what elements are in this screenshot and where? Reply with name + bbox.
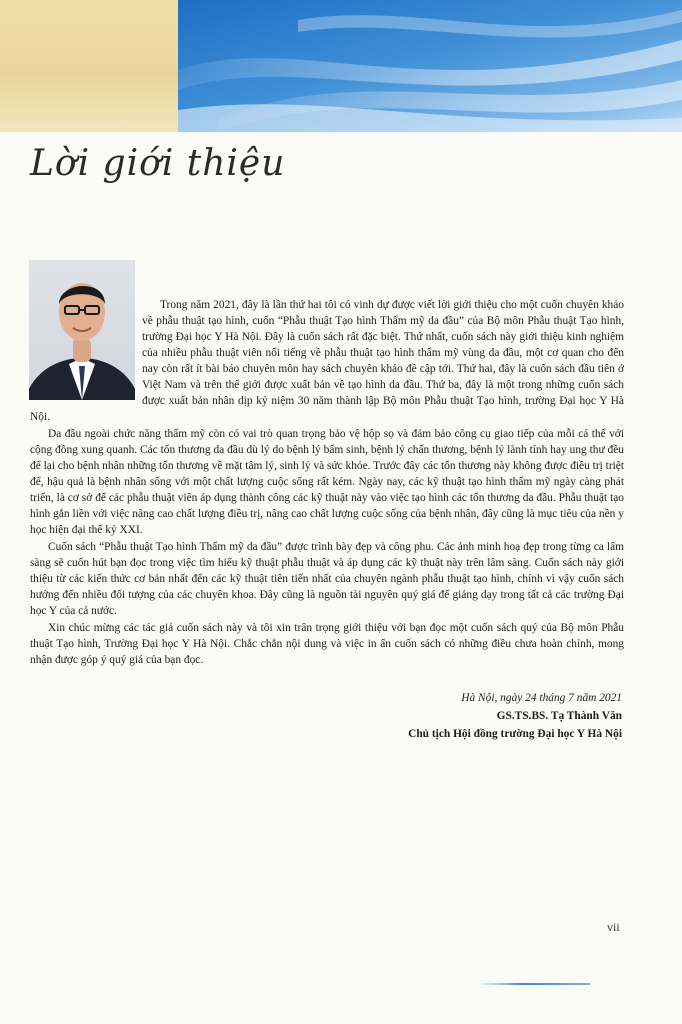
header-banner <box>0 0 682 132</box>
signature-role: Chủ tịch Hội đồng trường Đại học Y Hà Nội <box>408 728 622 740</box>
page-title: Lời giới thiệu <box>30 143 286 184</box>
signature-block <box>408 689 622 743</box>
page-number: vii <box>607 920 620 934</box>
paragraph-4: Xin chúc mừng các tác giả cuốn sách này và tôi xin trân trọng giới thiệu với bạn đọc một cuốn sách quý của Bộ môn Phẫu thuật Tạo hình, Trường Đại học Y Hà Nội. Chắc chắn nội dung và việc in ấn cuốn sách có những điều chưa hoàn chỉnh, mong nhận được góp ý quý giá của bạn đọc. <box>30 622 624 666</box>
banner-gold-panel <box>0 0 178 132</box>
footer-accent-line <box>478 983 590 985</box>
paragraph-3: Cuốn sách “Phẫu thuật Tạo hình Thẩm mỹ da đầu” được trình bày đẹp và công phu. Các ảnh minh hoạ đẹp trong từng ca lâm sàng sẽ cuốn hút bạn đọc trong việc tìm hiểu kỹ thuật phẫu thuật và áp dụng các kỹ thuật này trên lâm sàng. Cuốn sách này giới thiệu từ các kiến thức cơ bản nhất đến các kỹ thuật tiên tiến nhất của chuyên ngành phẫu thuật tạo hình, chính vì vậy cuốn sách hướng đến nhiều đối tượng của các chuyên khoa. Đây cũng là nguồn tài nguyên quý giá để giảng dạy trong tất cả các trường Đại học Y của cả nước. <box>30 541 624 617</box>
paragraph-1: Trong năm 2021, đây là lần thứ hai tôi có vinh dự được viết lời giới thiệu cho một cuốn chuyên khảo về phẫu thuật tạo hình, cuốn “Phẫu thuật Tạo hình Thẩm mỹ da đầu” của Bộ môn Phẫu thuật Tạo hình, trường Đại học Y Hà Nội. Đây là cuốn sách rất đặc biệt. Thứ nhất, cuốn sách này giới thiệu kinh nghiệm của nhiều phẫu thuật viên nổi tiếng về phẫu thuật tạo hình thẩm mỹ vùng da đầu, một cơ quan cho đến nay còn rất ít bài báo chuyên môn hay sách chuyên khảo đề cập tới. Thứ hai, đây là cuốn sách đầu tiên ở Việt Nam và trên thế giới được xuất bản về tạo hình da đầu. Thứ ba, đây là một trong những cuốn sách được xuất bản nhân dịp kỷ niệm 30 năm thành lập Bộ môn Phẫu thuật Tạo hình, trường Đại học Y Hà Nội. <box>30 299 624 423</box>
signature-name: GS.TS.BS. Tạ Thành Văn <box>496 710 622 722</box>
paragraph-2: Da đầu ngoài chức năng thẩm mỹ còn có vai trò quan trọng bảo vệ hộp sọ và đảm bảo công cụ giao tiếp của mỗi cá thể với cộng đồng xung quanh. Các tổn thương da đầu dù lý do bệnh lý bẩm sinh, bệnh lý chấn thương, bệnh lý lành tính hay ung thư đều để lại cho bệnh nhân những tổn thương về mặt tâm lý, sinh lý và sức khỏe. Trước đây các tổn thương này không được điều trị triệt để, hậu quả là bệnh nhân sống với một chất lượng cuộc sống rất kém. Ngày nay, các kỹ thuật tạo hình thẩm mỹ ngày càng phát triển, là cơ sở để các phẫu thuật viên áp dụng thành công các kỹ thuật này vào việc tạo hình các tổn thương da đầu. Phẫu thuật tạo hình gắn liền với việc nâng cao chất lượng điều trị, nâng cao chất lượng cuộc sống của bệnh nhân, đây cũng là mục tiêu của nền y học hiện đại thế kỷ XXI. <box>30 428 624 536</box>
banner-wave-image <box>178 0 682 132</box>
introduction-body <box>30 297 624 669</box>
signature-date: Hà Nội, ngày 24 tháng 7 năm 2021 <box>461 692 622 704</box>
photo-spacer <box>30 297 142 409</box>
